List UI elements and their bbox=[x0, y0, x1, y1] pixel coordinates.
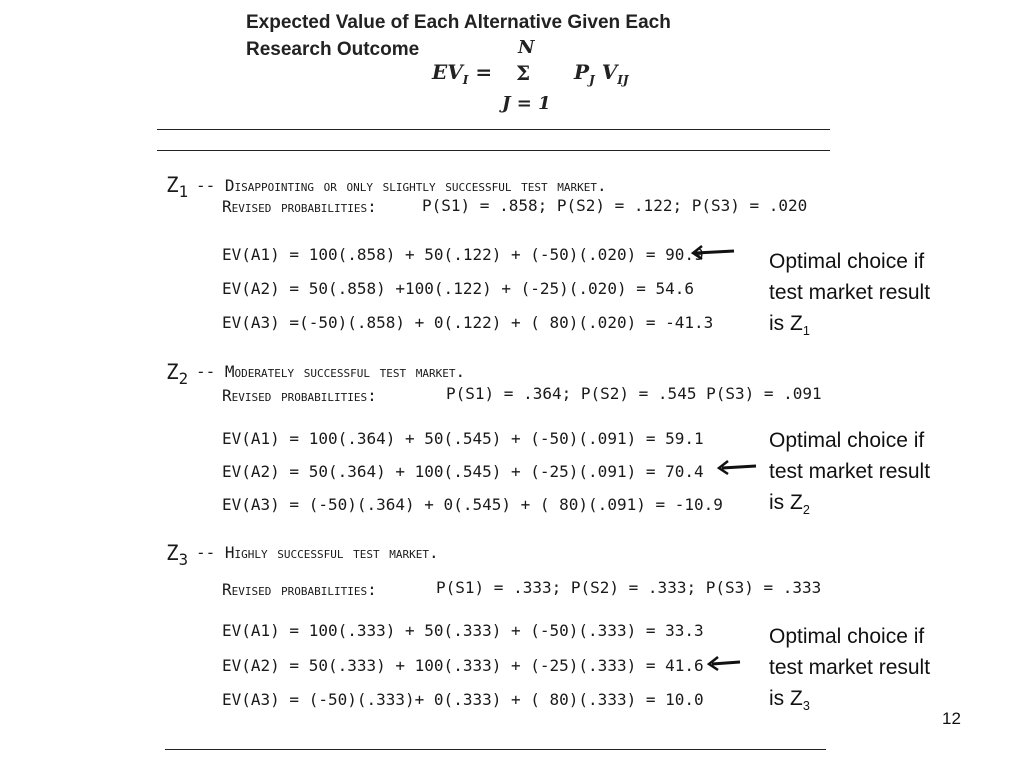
formula-term: $P_J$ $V_{IJ}$ bbox=[574, 60, 629, 87]
optimal-choice-note: Optimal choice if test market result is $Z_2$ bbox=[769, 429, 931, 518]
divider-bottom bbox=[165, 749, 826, 750]
revised-probabilities-label: Revised probabilities: bbox=[222, 386, 377, 405]
page-number: 12 bbox=[942, 709, 961, 728]
revised-probabilities-label: Revised probabilities: bbox=[222, 197, 377, 216]
optimal-choice-note: Optimal choice if test market result is $Z_1$ bbox=[769, 250, 931, 339]
left-arrow-icon bbox=[716, 460, 758, 476]
equation-ev-a2: EV(A2) = 50(.858) +100(.122) + (-25)(.020) = 54.6 bbox=[222, 279, 695, 298]
slide-title-line1: Expected Value of Each Alternative Given Each bbox=[246, 12, 671, 33]
equation-ev-a3: EV(A3) =(-50)(.858) + 0(.122) + ( 80)(.020) = -41.3 bbox=[222, 313, 714, 332]
formula-upper-limit: N bbox=[518, 37, 535, 58]
outcome-description: -- Disappointing or only slightly successful test market. bbox=[196, 176, 607, 195]
equation-ev-a1: EV(A1) = 100(.858) + 50(.122) + (-50)(.020) = 90.9 bbox=[222, 245, 704, 264]
left-arrow-icon bbox=[706, 656, 742, 672]
equation-ev-a1: EV(A1) = 100(.333) + 50(.333) + (-50)(.333) = 33.3 bbox=[222, 621, 704, 640]
left-arrow-icon bbox=[690, 244, 736, 260]
slide-title-line2: Research Outcome bbox=[246, 39, 420, 60]
divider-top-1 bbox=[157, 129, 830, 130]
formula-lhs: $EV_I$ = bbox=[432, 60, 493, 87]
formula-lower-limit: J = 1 bbox=[502, 93, 551, 114]
revised-probabilities-values: P(S1) = .364; P(S2) = .545 P(S3) = .091 bbox=[446, 384, 822, 403]
optimal-choice-note: Optimal choice if test market result is $Z_3$ bbox=[769, 625, 931, 714]
revised-probabilities-values: P(S1) = .858; P(S2) = .122; P(S3) = .020 bbox=[422, 196, 808, 215]
outcome-label: $Z_2$ bbox=[166, 360, 189, 389]
outcome-description: -- Moderately successful test market. bbox=[196, 362, 466, 381]
equation-ev-a3: EV(A3) = (-50)(.364) + 0(.545) + ( 80)(.091) = -10.9 bbox=[222, 495, 723, 514]
equation-ev-a3: EV(A3) = (-50)(.333)+ 0(.333) + ( 80)(.333) = 10.0 bbox=[222, 690, 704, 709]
revised-probabilities-label: Revised probabilities: bbox=[222, 580, 377, 599]
divider-top-2 bbox=[157, 150, 830, 151]
outcome-description: -- Highly successful test market. bbox=[196, 543, 439, 562]
formula-sigma: Σ bbox=[516, 61, 531, 85]
equation-ev-a2: EV(A2) = 50(.333) + 100(.333) + (-25)(.333) = 41.6 bbox=[222, 656, 704, 675]
equation-ev-a2: EV(A2) = 50(.364) + 100(.545) + (-25)(.091) = 70.4 bbox=[222, 462, 704, 481]
equation-ev-a1: EV(A1) = 100(.364) + 50(.545) + (-50)(.091) = 59.1 bbox=[222, 429, 704, 448]
revised-probabilities-values: P(S1) = .333; P(S2) = .333; P(S3) = .333 bbox=[436, 578, 822, 597]
outcome-label: $Z_1$ bbox=[166, 173, 189, 202]
outcome-label: $Z_3$ bbox=[166, 541, 189, 570]
